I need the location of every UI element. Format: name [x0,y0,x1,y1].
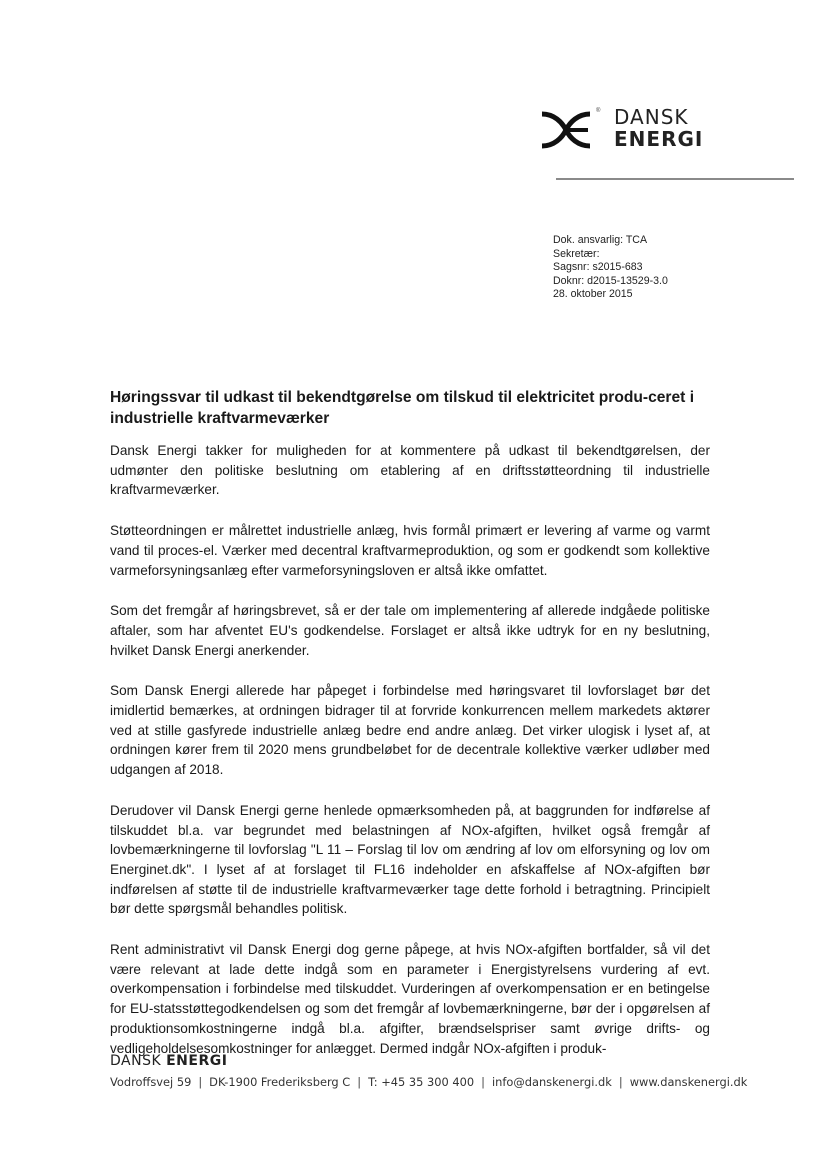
paragraph: Støtteordningen er målrettet industrielle anlæg, hvis formål primært er levering af varme og varmt vand til proces-el. Værker med decentral kraftvarmeproduktion, og som er godkendt som kollektive varmeforsyningsanlæg efter varmeforsyningsloven er altså ikke omfattet. [110,523,710,578]
meta-document-number: Doknr: d2015-13529-3.0 [553,274,668,287]
document-title: Høringssvar til udkast til bekendtgørelse om tilskud til elektricitet produ-ceret i industrielle kraftvarmeværker [110,389,695,427]
footer-brand-dansk: DANSK [110,1053,167,1069]
logo-word-energi: ENERGI [614,127,704,151]
footer-city: DK-1900 Frederiksberg C [209,1075,351,1089]
paragraph: Derudover vil Dansk Energi gerne henlede opmærksomheden på, at baggrunden for indførelse af tilskuddet bl.a. var begrundet med belastningen af NOx-afgiften, hvilket også fremgår af lovbemærkningerne til lovforslag "L 11 – Forslag til lov om ændring af lov om elforsyning og lov om Energinet.dk". I lyset af at forslaget til FL16 indeholder en afskaffelse af NOx-afgiften bør indførelsen af støtte til de industrielle kraftvarmeværker tage dette forhold i betragtning. Principielt bør dette spørgsmål behandles politisk. [110,802,710,917]
meta-case-number: Sagsnr: s2015-683 [553,261,643,274]
dansk-energi-logo [538,104,708,164]
footer-separator: | [618,1075,623,1089]
document-body [110,441,710,1079]
footer-brand-energi: ENERGI [166,1053,228,1069]
footer-phone: T: +45 35 300 400 [368,1075,475,1089]
footer-email: info@danskenergi.dk [491,1075,612,1089]
paragraph: Som det fremgår af høringsbrevet, så er der tale om implementering af allerede indgåede politiske aftaler, som har afventet EU's godkendelse. Forslaget er altså ikke udtryk for en ny beslutning, hvilket Dansk Energi anerkender. [110,603,710,658]
meta-secretary: Sekretær: [553,247,600,260]
footer-address: Vodroffsvej 59 [110,1075,192,1089]
document-metadata [553,234,668,302]
paragraph: Som Dansk Energi allerede har påpeget i forbindelse med høringsvaret til lovforslaget bør det imidlertid bemærkes, at ordningen bidrager til at forvride konkurrencen mellem markedets aktører ved at stille gasfyrede industrielle anlæg bedre end andre anlæg. Det virker ulogisk i lyset af, at ordningen kører frem til 2020 mens grundbeløbet for de decentrale kollektive værker udløber med udgangen af 2018. [110,683,710,778]
logo-registered-mark: ® [596,108,601,114]
footer-separator: | [198,1075,203,1089]
footer-separator: | [357,1075,362,1089]
meta-date: 28. oktober 2015 [553,288,633,301]
meta-responsible: Dok. ansvarlig: TCA [553,234,648,246]
logo-word-dansk: DANSK [614,105,689,129]
footer-website: www.danskenergi.dk [629,1075,748,1089]
paragraph: Dansk Energi takker for muligheden for at kommentere på udkast til bekendtgørelsen, der udmønter den politiske beslutning om etablering af en driftsstøtteordning til industrielle kraftvarmeværker. [110,443,710,498]
footer-separator: | [481,1075,485,1089]
paragraph: Rent administrativt vil Dansk Energi dog gerne påpege, at hvis NOx-afgiften bortfalder, så vil det være relevant at lade dette indgå som en parameter i Energistyrelsens vurdering af evt. overkompensation i forbindelse med tilskuddet. Vurderingen af overkompensation er en betingelse for EU-statsstøttegodkendelsen og som det fremgår af lovbemærkningerne, bør der i opgørelsen af produktionsomkostningerne indgå bl.a. afgifter, brændselspriser samt øvrige drifts- og vedligeholdelsesomkostninger for anlægget. Dermed indgår NOx-afgiften i produk- [110,942,710,1056]
header-divider [556,178,794,180]
footer-contact [110,1075,747,1089]
dansk-energi-logo-icon [538,110,594,150]
footer-brand [110,1053,227,1069]
